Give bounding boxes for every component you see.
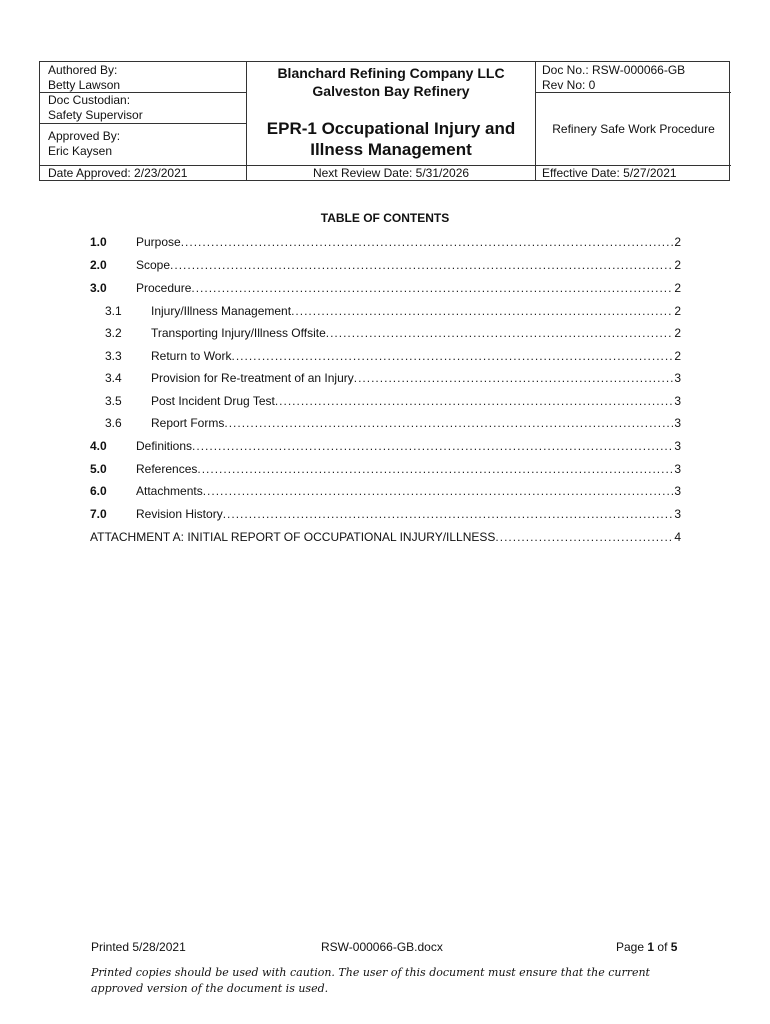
toc-leader-dots [170, 257, 673, 273]
custodian-name: Safety Supervisor [48, 108, 143, 122]
toc-entry-title: Procedure [136, 281, 192, 295]
toc-entry[interactable] [90, 234, 681, 250]
toc-leader-dots [203, 483, 674, 499]
toc-leader-dots [192, 438, 673, 454]
toc-entry[interactable] [90, 348, 681, 364]
toc-entry-number: 6.0 [90, 484, 107, 498]
page-word: Page [616, 940, 645, 954]
toc-entry[interactable] [90, 415, 681, 431]
toc-leader-dots [224, 415, 673, 431]
toc-entry-number: 3.6 [105, 416, 122, 430]
toc-entry-attachment[interactable] [90, 529, 681, 545]
effective-date: Effective Date: 5/27/2021 [542, 166, 677, 180]
toc-entry-page: 3 [674, 507, 681, 521]
doc-number-block [542, 63, 685, 93]
toc-entry-page: 2 [674, 304, 681, 318]
authored-name: Betty Lawson [48, 78, 121, 92]
toc-leader-dots [181, 234, 674, 250]
company-name: Blanchard Refining Company LLC [277, 65, 505, 81]
printed-date: Printed 5/28/2021 [91, 940, 186, 954]
toc-leader-dots [495, 529, 673, 545]
toc-leader-dots [191, 280, 673, 296]
toc-entry-title: Attachments [136, 484, 203, 498]
procedure-type: Refinery Safe Work Procedure [552, 122, 715, 136]
toc-entry-number: 4.0 [90, 439, 107, 453]
toc-leader-dots [197, 461, 673, 477]
page-total: 5 [670, 940, 678, 954]
toc-entry-number: 2.0 [90, 258, 107, 272]
toc-entry-title: Definitions [136, 439, 193, 453]
toc-entry-title: Purpose [136, 235, 181, 249]
toc-entry[interactable] [90, 303, 681, 319]
toc-entry-page: 3 [674, 439, 681, 453]
document-header-table [39, 61, 730, 181]
toc-entry[interactable] [90, 257, 681, 273]
page-current: 1 [647, 940, 655, 954]
toc-entry-title: Report Forms [151, 416, 225, 430]
toc-entry-number: 3.3 [105, 349, 122, 363]
of-word: of [657, 940, 668, 954]
authored-label: Authored By: [48, 63, 118, 77]
toc-entry-page: 3 [674, 394, 681, 408]
toc-entry-page: 2 [674, 281, 681, 295]
toc-entry-title: Post Incident Drug Test [151, 394, 275, 408]
toc-entry-title: Scope [136, 258, 171, 272]
toc-entry[interactable] [90, 370, 681, 386]
custodian-label: Doc Custodian: [48, 93, 131, 107]
authored-by [48, 63, 120, 93]
toc-entry-page: 3 [674, 416, 681, 430]
toc-leader-dots [291, 303, 673, 319]
toc-entry-title: Revision History [136, 507, 223, 521]
toc-leader-dots [223, 506, 674, 522]
toc-title: TABLE OF CONTENTS [320, 211, 450, 225]
divider [40, 123, 246, 124]
toc-entry[interactable] [90, 506, 681, 522]
toc-entry-number: 3.5 [105, 394, 122, 408]
approved-label: Approved By: [48, 129, 121, 143]
next-review-date: Next Review Date: 5/31/2026 [312, 166, 470, 180]
toc-entry-title: References [136, 462, 198, 476]
approved-by [48, 129, 120, 159]
revision-number: Rev No: 0 [542, 78, 596, 92]
toc-entry-title: ATTACHMENT A: INITIAL REPORT OF OCCUPATIONAL INJURY/ILLNESS [90, 530, 496, 544]
toc-entry[interactable] [90, 393, 681, 409]
document-title-line2: Illness Management [310, 140, 472, 159]
document-title [247, 118, 535, 160]
toc-leader-dots [326, 325, 674, 341]
toc-entry-title: Provision for Re-treatment of an Injury [151, 371, 354, 385]
date-approved: Date Approved: 2/23/2021 [48, 166, 188, 180]
doc-number: Doc No.: RSW-000066-GB [542, 63, 686, 77]
toc-entry-page: 2 [674, 349, 681, 363]
toc-entry-page: 3 [674, 462, 681, 476]
toc-entry-page: 3 [674, 484, 681, 498]
toc-entry-page: 4 [674, 530, 681, 544]
toc-entry[interactable] [90, 325, 681, 341]
toc-entry-title: Injury/Illness Management [151, 304, 292, 318]
toc-leader-dots [275, 393, 673, 409]
toc-entry-page: 2 [674, 258, 681, 272]
toc-entry-number: 3.2 [105, 326, 122, 340]
toc-entry-number: 3.4 [105, 371, 122, 385]
toc-leader-dots [354, 370, 674, 386]
document-title-line1: EPR-1 Occupational Injury and [266, 119, 516, 138]
toc-entry-page: 2 [674, 326, 681, 340]
toc-entry-number: 3.0 [90, 281, 107, 295]
toc-entry-title: Return to Work [151, 349, 232, 363]
toc-entry-page: 3 [674, 371, 681, 385]
toc-entry[interactable] [90, 461, 681, 477]
toc-entry-title: Transporting Injury/Illness Offsite [151, 326, 326, 340]
toc-entry-page: 2 [674, 235, 681, 249]
page-number [616, 940, 677, 954]
toc-leader-dots [231, 348, 673, 364]
site-name: Galveston Bay Refinery [312, 83, 470, 99]
toc-entry-number: 5.0 [90, 462, 107, 476]
toc-entry-number: 3.1 [105, 304, 122, 318]
divider [535, 62, 536, 180]
approved-name: Eric Kaysen [48, 144, 113, 158]
doc-custodian [48, 93, 143, 123]
toc-entry[interactable] [90, 438, 681, 454]
file-name: RSW-000066-GB.docx [321, 940, 443, 954]
company-block [247, 64, 535, 100]
toc-entry-number: 7.0 [90, 507, 107, 521]
caution-note: Printed copies should be used with caution. The user of this document must ensure that the current approved version of the document is used. [91, 966, 650, 995]
toc-entry[interactable] [90, 280, 681, 296]
toc-entry-number: 1.0 [90, 235, 107, 249]
toc-entry[interactable] [90, 483, 681, 499]
